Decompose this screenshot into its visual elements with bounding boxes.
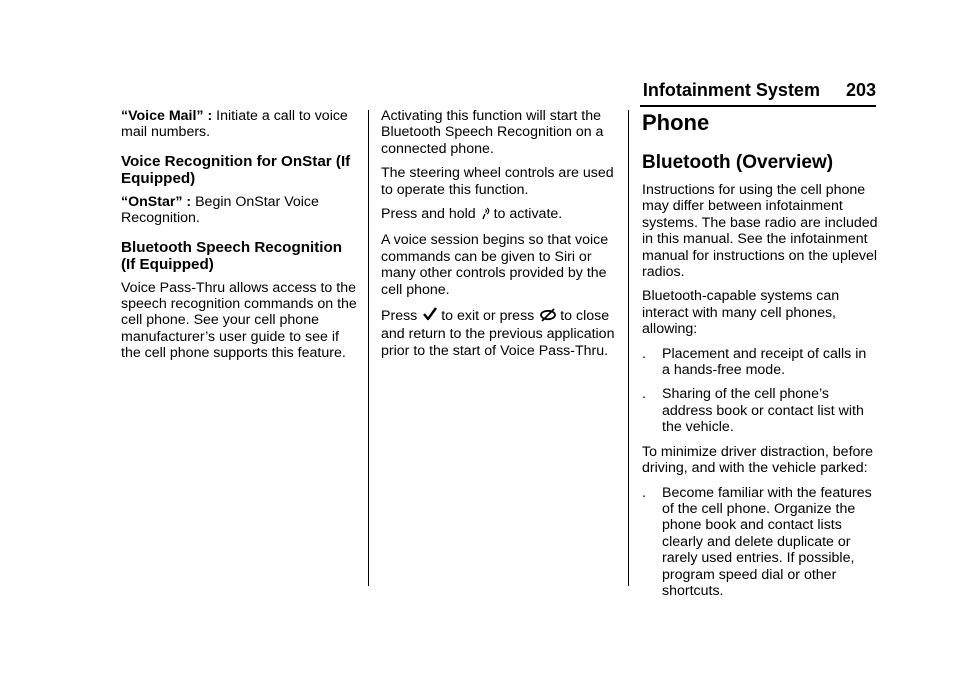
bluetooth-overview-heading: Bluetooth (Overview): [642, 152, 834, 173]
voice-mail-entry: [121, 108, 357, 141]
close-return-text: to close and return to the previous application prior to the start of Voice Pass-Thru.: [381, 308, 615, 359]
list-item: . Placement and receipt of calls in a hands-free mode.: [642, 345, 867, 379]
onstar-text: Begin OnStar Voice Recognition.: [121, 193, 319, 227]
page-header: [640, 80, 876, 108]
bullet: .: [642, 386, 646, 403]
driving-tips-list: [642, 485, 878, 600]
voice-mail-text: Initiate a call to voice mail numbers.: [121, 108, 348, 141]
onstar-term: “OnStar” :: [121, 193, 192, 210]
activate-text: to activate.: [493, 206, 563, 223]
onstar-heading: Voice Recognition for OnStar (If Equipped): [121, 152, 351, 188]
checkmark-icon: [422, 306, 438, 326]
column-3: [642, 108, 878, 607]
bullet: .: [642, 345, 646, 362]
col3-paragraph-2: Bluetooth-capable systems can interact with many cell phones, allowing:: [642, 288, 840, 338]
column-1: [121, 108, 357, 370]
voice-mail-term: “Voice Mail” :: [121, 108, 213, 124]
col2-paragraph-5: [381, 306, 617, 359]
list-item: . Sharing of the cell phone’s address book or contact list with the vehicle.: [642, 386, 864, 436]
col3-paragraph-3: To minimize driver distraction, before driving, and with the vehicle parked:: [642, 443, 874, 477]
column-2: [381, 108, 617, 367]
col2-paragraph-2: The steering wheel controls are used to operate this function.: [381, 165, 614, 198]
column-divider-2: [628, 110, 629, 586]
exit-text: to exit or press: [441, 308, 535, 325]
col2-paragraph-4: A voice session begins so that voice commands can be given to Siri or many other controls provided by the cell phone.: [381, 232, 609, 298]
page-number: 203: [845, 80, 876, 100]
onstar-entry: [121, 194, 357, 227]
press-text: Press: [381, 308, 418, 325]
press-hold-text: Press and hold: [381, 206, 476, 223]
list-item: . Become familiar with the features of the cell phone. Organize the phone book and contact lists clearly and delete duplicate or rarely used entries. If possible, program speed dial or other shortcuts.: [642, 484, 872, 599]
voice-command-icon: [481, 206, 491, 224]
phone-title: Phone: [642, 110, 710, 135]
column-divider-1: [368, 110, 369, 586]
col2-paragraph-3: [381, 206, 617, 224]
bullet: .: [642, 484, 646, 501]
capabilities-list: [642, 346, 878, 436]
bt-speech-heading: Bluetooth Speech Recognition (If Equipped): [121, 238, 343, 274]
bt-speech-paragraph: Voice Pass-Thru allows access to the speech recognition commands on the cell phone. See your cell phone manufacturer’s user guide to see if the cell phone supports this feature.: [121, 279, 357, 362]
col3-paragraph-1: Instructions for using the cell phone may differ between infotainment systems. The base radio are included in this manual. See the infotainment manual for instructions on the uplevel radios.: [642, 182, 878, 281]
end-call-icon: [539, 308, 557, 326]
header-rule: [640, 105, 876, 107]
section-title: Infotainment System: [642, 80, 820, 100]
col2-paragraph-1: Activating this function will start the Bluetooth Speech Recognition on a connected phone.: [381, 108, 604, 157]
